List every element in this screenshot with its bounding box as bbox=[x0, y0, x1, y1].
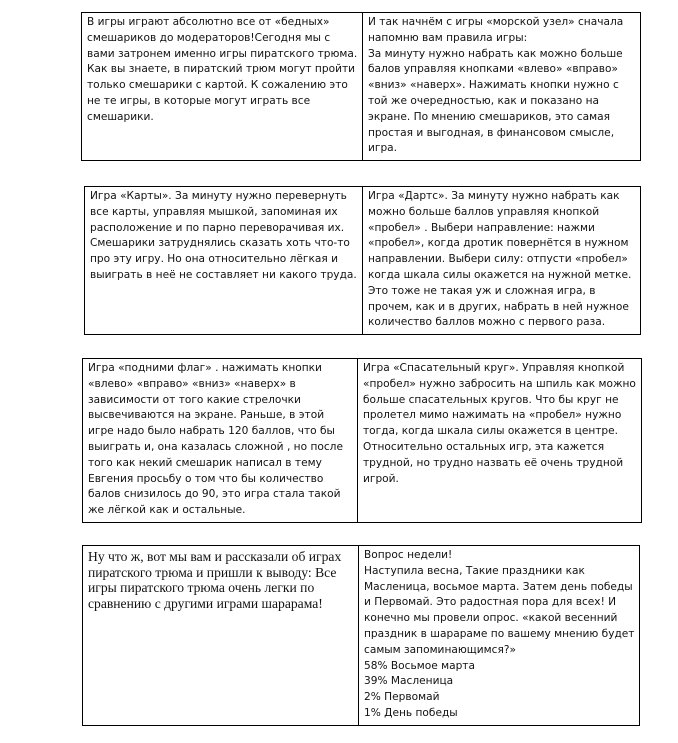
poll-result-3: 2% Первомай bbox=[364, 691, 440, 704]
section-4-table bbox=[82, 545, 640, 726]
section-2-left-text: Игра «Карты». За минуту нужно перевернуть все карты, управляя мышкой, запоминая их расположение и по парно переворачивая их. Смешарики затруднялись сказать хоть что-то про эту игру. Но она относительно лёгкая и выиграть в неё не составляет ни какого труда. bbox=[90, 190, 357, 281]
conclusion-text: Ну что ж, вот мы вам и рассказали об играх пиратского трюма и пришли к выводу: Все игры пиратского трюма очень легки по сравнению с другими играми шарарама! bbox=[88, 549, 342, 611]
section-2-left-cell bbox=[85, 187, 363, 335]
section-1-right-cell bbox=[363, 13, 641, 161]
section-2-right-cell bbox=[363, 187, 641, 335]
section-1-left-cell bbox=[82, 13, 363, 161]
section-4-left-cell bbox=[83, 546, 359, 726]
question-title: Вопрос недели! bbox=[364, 549, 453, 561]
section-1-left-text: В игры играют абсолютно все от «бедных» смешариков до модераторов!Сегодня мы с вами затронем именно игры пиратского трюма. Как вы знаете, в пиратский трюм могут пройти только смешарики с картой. К сожалению это не те игры, в которые могут играть все смешарики. bbox=[87, 16, 358, 123]
section-3-left-text: Игра «подними флаг» . нажимать кнопки «влево» «вправо» «вниз» «наверх» в зависимости от того какие стрелочки высвечиваются на экране. Раньше, в этой игре надо было набрать 120 баллов, что бы выиграть и, она казалась сложной , но после того как некий смешарик написал в тему Евгения просьбу о том что бы количество балов снизилось до 90, это игра стала такой же лёгкой как и остальные. bbox=[88, 362, 343, 517]
poll-result-2: 39% Масленица bbox=[364, 675, 454, 688]
section-2-right-text: Игра «Дартс». За минуту нужно набрать как можно больше баллов управляя кнопкой «пробел» . Выбери направление: нажми «пробел», когда дротик повернётся в нужном направлении. Выбери силу: отпусти «пробел» когда шкала силы окажется на нужной метке. Это тоже не такая уж и сложная игра, в прочем, как и в других, набрать в ней нужное количество баллов можно с первого раза. bbox=[368, 190, 632, 329]
poll-result-4: 1% День победы bbox=[364, 706, 458, 719]
section-1-table bbox=[81, 12, 641, 161]
section-3-table bbox=[82, 358, 642, 523]
section-3-right-text: Игра «Спасательный круг». Управляя кнопкой «пробел» нужно забросить на шпиль как можно больше спасательных кругов. Что бы круг не пролетел мимо нажимать на «пробел» нужно тогда, когда шкала силы окажется в центре. Относительно остальных игр, эта кажется трудной, но трудно назвать её очень трудной игрой. bbox=[363, 362, 636, 485]
poll-result-1: 58% Восьмое марта bbox=[364, 659, 475, 672]
section-3-left-cell bbox=[83, 359, 358, 523]
question-text: Наступила весна, Такие праздники как Масленица, восьмое марта. Затем день победы и Первомай. Это радостная пора для всех! И конечно мы провели опрос. «какой весенний праздник в шарараме по вашему мнению будет самым запоминающимся?» bbox=[364, 564, 635, 656]
section-2-table bbox=[84, 186, 641, 335]
section-3-right-cell bbox=[358, 359, 642, 523]
section-4-right-cell bbox=[359, 546, 640, 726]
section-1-right-text: И так начнём с игры «морской узел» сначала напомню вам правила игры: За минуту нужно набрать как можно больше балов управляя кнопками «влево» «вправо» «вниз» «наверх». Нажимать кнопки нужно с той же очередностью, как и показано на экране. По мнению смешариков, это самая простая и выгодная, в финансовом смысле, игра. bbox=[368, 16, 624, 155]
